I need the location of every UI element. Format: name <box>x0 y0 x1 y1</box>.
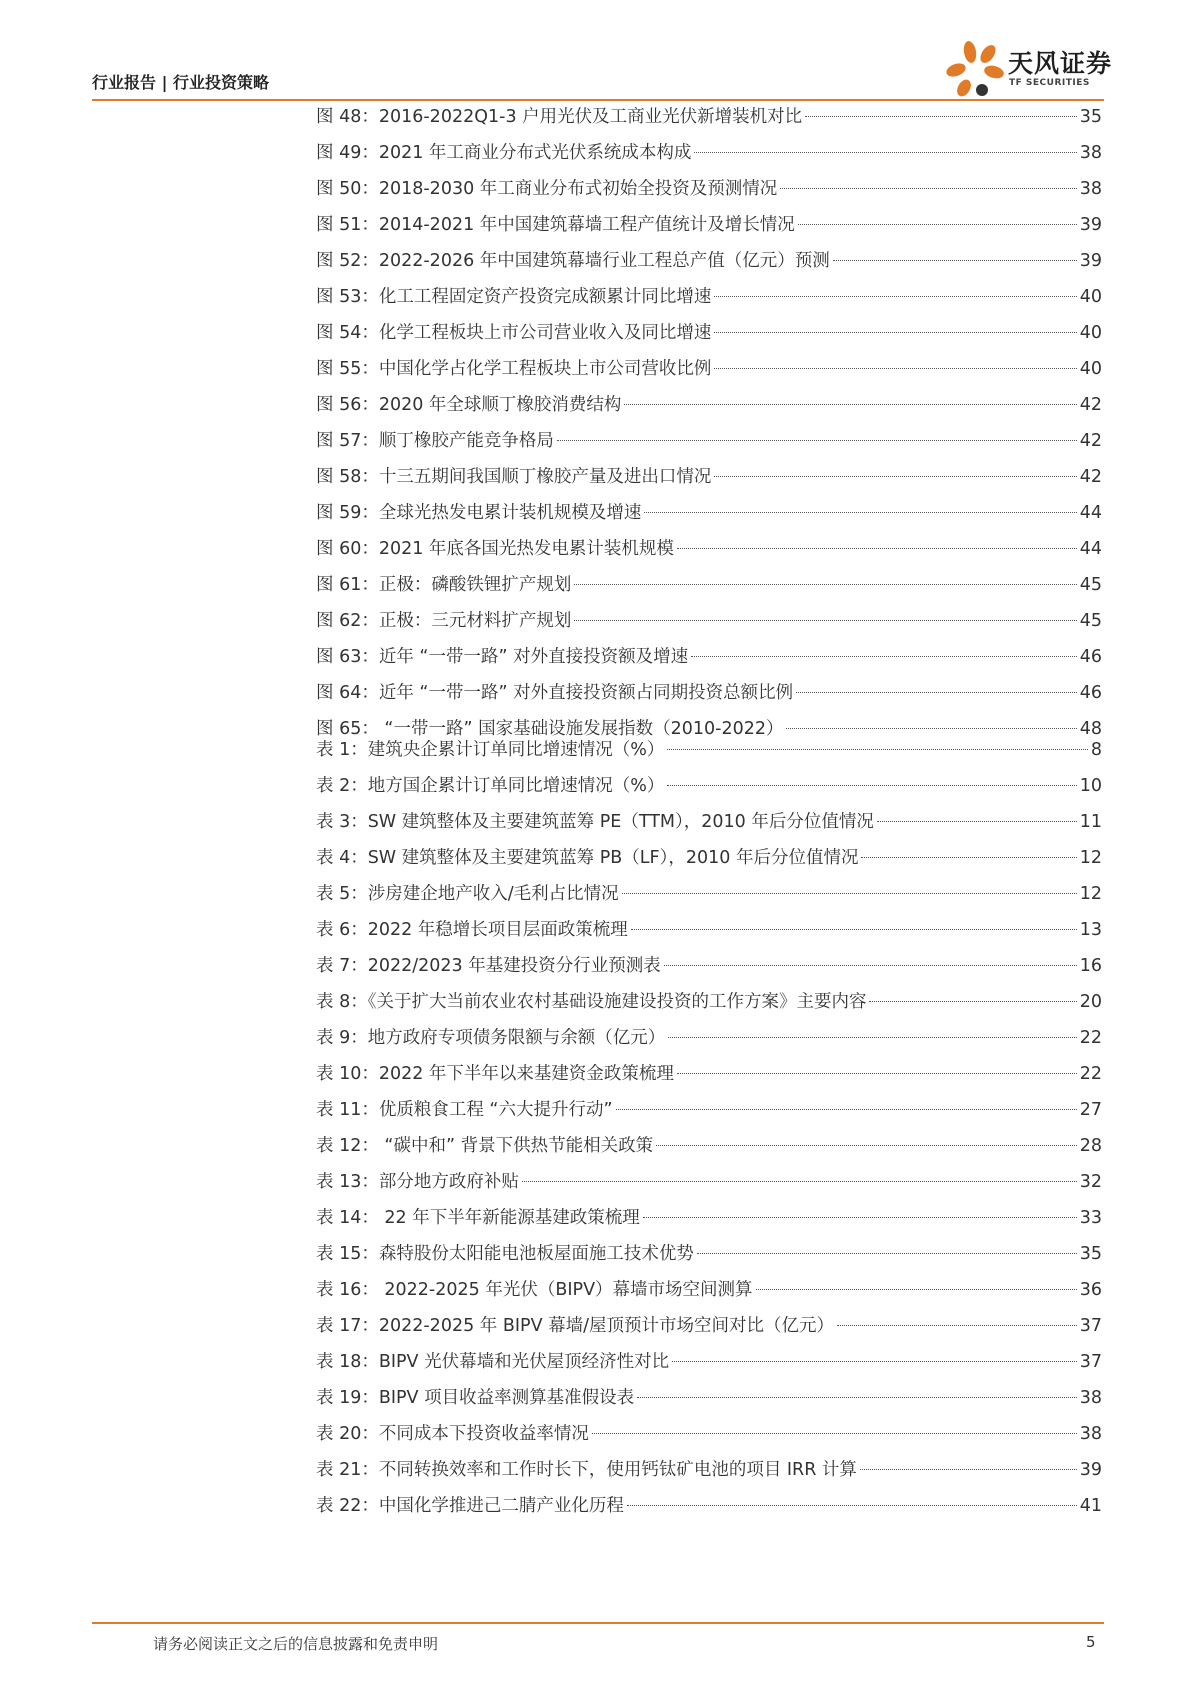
figure-toc-row[interactable] <box>316 531 1102 567</box>
table-toc-row[interactable] <box>316 1308 1102 1344</box>
dot-leader <box>672 1361 1077 1362</box>
company-logo <box>944 40 1114 98</box>
toc-entry-title: 表 1：建筑央企累计订单同比增速情况（%） <box>316 740 665 760</box>
figure-toc-row[interactable] <box>316 315 1102 351</box>
figure-toc-row[interactable] <box>316 351 1102 387</box>
dot-leader <box>714 476 1076 477</box>
toc-entry-title: 图 64：近年 “一带一路” 对外直接投资额占同期投资总额比例 <box>316 683 794 703</box>
table-toc-row[interactable] <box>316 1092 1102 1128</box>
dot-leader <box>637 1397 1077 1398</box>
toc-entry-page: 38 <box>1079 143 1102 163</box>
toc-entry-title: 图 52：2022-2026 年中国建筑幕墙行业工程总产值（亿元）预测 <box>316 251 830 271</box>
toc-entry-page: 45 <box>1079 611 1102 631</box>
toc-entry-page: 20 <box>1079 992 1102 1012</box>
dot-leader <box>643 1217 1077 1218</box>
toc-entry-title: 表 3：SW 建筑整体及主要建筑蓝筹 PE（TTM），2010 年后分位值情况 <box>316 812 874 832</box>
table-toc-row[interactable] <box>316 1056 1102 1092</box>
dot-leader <box>805 116 1077 117</box>
figure-toc-row[interactable] <box>316 675 1102 711</box>
toc-entry-title: 图 62：正极：三元材料扩产规划 <box>316 611 572 631</box>
figure-toc-row[interactable] <box>316 279 1102 315</box>
figure-toc-row[interactable] <box>316 207 1102 243</box>
toc-entry-page: 46 <box>1079 683 1102 703</box>
table-toc-row[interactable] <box>316 1272 1102 1308</box>
dot-leader <box>656 1145 1077 1146</box>
figure-toc-row[interactable] <box>316 99 1102 135</box>
toc-entry-page: 10 <box>1079 776 1102 796</box>
toc-entry-page: 37 <box>1079 1352 1102 1372</box>
toc-entry-page: 22 <box>1079 1064 1102 1084</box>
toc-entry-page: 11 <box>1079 812 1102 832</box>
figure-toc-row[interactable] <box>316 423 1102 459</box>
toc-entry-title: 图 53：化工工程固定资产投资完成额累计同比增速 <box>316 287 712 307</box>
dot-leader <box>756 1289 1077 1290</box>
table-toc-row[interactable] <box>316 1236 1102 1272</box>
toc-entry-page: 45 <box>1079 575 1102 595</box>
toc-entry-title: 表 9：地方政府专项债务限额与余额（亿元） <box>316 1028 666 1048</box>
table-toc-row[interactable] <box>316 876 1102 912</box>
dot-leader <box>877 821 1077 822</box>
dot-leader <box>627 1505 1077 1506</box>
toc-entry-page: 12 <box>1079 884 1102 904</box>
dot-leader <box>574 584 1076 585</box>
toc-entry-page: 33 <box>1079 1208 1102 1228</box>
toc-entry-title: 图 58：十三五期间我国顺丁橡胶产量及进出口情况 <box>316 467 712 487</box>
toc-entry-title: 表 19：BIPV 项目收益率测算基准假设表 <box>316 1388 635 1408</box>
table-toc-row[interactable] <box>316 732 1102 768</box>
footer-disclaimer: 请务必阅读正文之后的信息披露和免责申明 <box>153 1635 439 1653</box>
toc-entry-page: 48 <box>1079 719 1102 739</box>
toc-entry-title: 表 5：涉房建企地产收入/毛利占比情况 <box>316 884 619 904</box>
toc-entry-title: 表 22：中国化学推进己二腈产业化历程 <box>316 1496 624 1516</box>
dot-leader <box>622 893 1077 894</box>
dot-leader <box>860 1469 1077 1470</box>
toc-entry-page: 8 <box>1090 740 1102 760</box>
figure-index <box>316 99 1102 747</box>
dot-leader <box>667 785 1076 786</box>
table-toc-row[interactable] <box>316 768 1102 804</box>
dot-leader <box>624 404 1076 405</box>
dot-leader <box>869 1001 1076 1002</box>
toc-entry-page: 38 <box>1079 179 1102 199</box>
toc-entry-page: 38 <box>1079 1424 1102 1444</box>
toc-entry-page: 28 <box>1079 1136 1102 1156</box>
toc-entry-title: 图 59：全球光热发电累计装机规模及增速 <box>316 503 642 523</box>
dot-leader <box>798 224 1077 225</box>
table-toc-row[interactable] <box>316 1452 1102 1488</box>
toc-entry-page: 42 <box>1079 431 1102 451</box>
figure-toc-row[interactable] <box>316 243 1102 279</box>
toc-entry-title: 表 17：2022-2025 年 BIPV 幕墙/屋顶预计市场空间对比（亿元） <box>316 1316 834 1336</box>
dot-leader <box>557 440 1077 441</box>
toc-entry-title: 表 21：不同转换效率和工作时长下，使用钙钛矿电池的项目 IRR 计算 <box>316 1460 857 1480</box>
dot-leader <box>780 188 1076 189</box>
dot-leader <box>664 965 1077 966</box>
toc-entry-title: 图 51：2014-2021 年中国建筑幕墙工程产值统计及增长情况 <box>316 215 795 235</box>
page-number: 5 <box>1086 1633 1096 1651</box>
dot-leader <box>667 749 1088 750</box>
table-index <box>316 732 1102 1524</box>
toc-entry-title: 图 65： “一带一路” 国家基础设施发展指数（2010-2022） <box>316 719 784 739</box>
toc-entry-page: 41 <box>1079 1496 1102 1516</box>
dot-leader <box>574 620 1076 621</box>
dot-leader <box>714 368 1076 369</box>
toc-entry-title: 表 18：BIPV 光伏幕墙和光伏屋顶经济性对比 <box>316 1352 670 1372</box>
toc-entry-page: 27 <box>1079 1100 1102 1120</box>
dot-leader <box>837 1325 1077 1326</box>
toc-entry-page: 40 <box>1079 287 1102 307</box>
dot-leader <box>796 692 1077 693</box>
toc-entry-page: 38 <box>1079 1388 1102 1408</box>
table-toc-row[interactable] <box>316 984 1102 1020</box>
toc-entry-title: 表 2：地方国企累计订单同比增速情况（%） <box>316 776 665 796</box>
figure-toc-row[interactable] <box>316 171 1102 207</box>
flower-logo-icon <box>944 40 1006 98</box>
toc-entry-title: 图 60：2021 年底各国光热发电累计装机规模 <box>316 539 674 559</box>
toc-entry-page: 16 <box>1079 956 1102 976</box>
toc-entry-page: 39 <box>1079 1460 1102 1480</box>
dot-leader <box>668 1037 1077 1038</box>
figure-toc-row[interactable] <box>316 639 1102 675</box>
toc-entry-title: 图 63：近年 “一带一路” 对外直接投资额及增速 <box>316 647 689 667</box>
figure-toc-row[interactable] <box>316 567 1102 603</box>
figure-toc-row[interactable] <box>316 387 1102 423</box>
figure-toc-row[interactable] <box>316 135 1102 171</box>
dot-leader <box>677 548 1077 549</box>
toc-entry-page: 46 <box>1079 647 1102 667</box>
dot-leader <box>592 1433 1077 1434</box>
toc-entry-title: 表 7：2022/2023 年基建投资分行业预测表 <box>316 956 661 976</box>
toc-entry-title: 图 57：顺丁橡胶产能竞争格局 <box>316 431 554 451</box>
toc-entry-title: 表 12： “碳中和” 背景下供热节能相关政策 <box>316 1136 654 1156</box>
toc-entry-title: 表 6：2022 年稳增长项目层面政策梳理 <box>316 920 628 940</box>
report-breadcrumb: 行业报告 | 行业投资策略 <box>92 73 269 92</box>
toc-entry-page: 39 <box>1079 215 1102 235</box>
dot-leader <box>714 332 1076 333</box>
toc-entry-page: 40 <box>1079 323 1102 343</box>
figure-toc-row[interactable] <box>316 603 1102 639</box>
dot-leader <box>631 929 1077 930</box>
toc-entry-title: 表 20：不同成本下投资收益率情况 <box>316 1424 589 1444</box>
table-toc-row[interactable] <box>316 912 1102 948</box>
toc-entry-page: 42 <box>1079 467 1102 487</box>
table-toc-row[interactable] <box>316 804 1102 840</box>
toc-entry-title: 图 61：正极：磷酸铁锂扩产规划 <box>316 575 572 595</box>
table-toc-row[interactable] <box>316 840 1102 876</box>
table-toc-row[interactable] <box>316 948 1102 984</box>
dot-leader <box>691 656 1077 657</box>
toc-entry-title: 表 14： 22 年下半年新能源基建政策梳理 <box>316 1208 640 1228</box>
dot-leader <box>694 152 1076 153</box>
toc-entry-page: 39 <box>1079 251 1102 271</box>
toc-entry-page: 35 <box>1079 107 1102 127</box>
dot-leader <box>786 728 1076 729</box>
toc-entry-page: 32 <box>1079 1172 1102 1192</box>
dot-leader <box>677 1073 1077 1074</box>
toc-entry-page: 40 <box>1079 359 1102 379</box>
toc-entry-title: 表 16： 2022-2025 年光伏（BIPV）幕墙市场空间测算 <box>316 1280 753 1300</box>
toc-entry-page: 35 <box>1079 1244 1102 1264</box>
toc-entry-page: 13 <box>1079 920 1102 940</box>
toc-entry-title: 表 15：森特股份太阳能电池板屋面施工技术优势 <box>316 1244 694 1264</box>
dot-leader <box>833 260 1077 261</box>
toc-entry-page: 22 <box>1079 1028 1102 1048</box>
figure-toc-row[interactable] <box>316 495 1102 531</box>
dot-leader <box>522 1181 1077 1182</box>
dot-leader <box>714 296 1076 297</box>
toc-entry-title: 图 56：2020 年全球顺丁橡胶消费结构 <box>316 395 622 415</box>
footer-divider <box>92 1622 1104 1624</box>
dot-leader <box>697 1253 1077 1254</box>
table-toc-row[interactable] <box>316 1416 1102 1452</box>
toc-entry-title: 图 49：2021 年工商业分布式光伏系统成本构成 <box>316 143 692 163</box>
dot-leader <box>616 1109 1077 1110</box>
toc-entry-title: 图 55：中国化学占化学工程板块上市公司营收比例 <box>316 359 712 379</box>
toc-entry-page: 12 <box>1079 848 1102 868</box>
table-toc-row[interactable] <box>316 1128 1102 1164</box>
table-toc-row[interactable] <box>316 1344 1102 1380</box>
figure-toc-row[interactable] <box>316 459 1102 495</box>
toc-entry-title: 图 48：2016-2022Q1-3 户用光伏及工商业光伏新增装机对比 <box>316 107 803 127</box>
table-toc-row[interactable] <box>316 1200 1102 1236</box>
toc-entry-page: 44 <box>1079 539 1102 559</box>
toc-entry-title: 表 11：优质粮食工程 “六大提升行动” <box>316 1100 613 1120</box>
toc-entry-title: 图 50：2018-2030 年工商业分布式初始全投资及预测情况 <box>316 179 778 199</box>
dot-leader <box>644 512 1076 513</box>
logo-subtitle: TF SECURITIES <box>1009 78 1090 88</box>
toc-entry-page: 37 <box>1079 1316 1102 1336</box>
toc-entry-page: 36 <box>1079 1280 1102 1300</box>
toc-entry-page: 44 <box>1079 503 1102 523</box>
toc-entry-title: 表 13：部分地方政府补贴 <box>316 1172 519 1192</box>
toc-entry-title: 表 8：《关于扩大当前农业农村基础设施建设投资的工作方案》主要内容 <box>316 992 867 1012</box>
toc-entry-page: 42 <box>1079 395 1102 415</box>
table-toc-row[interactable] <box>316 1020 1102 1056</box>
toc-entry-title: 表 10：2022 年下半年以来基建资金政策梳理 <box>316 1064 674 1084</box>
table-toc-row[interactable] <box>316 1488 1102 1524</box>
table-toc-row[interactable] <box>316 1380 1102 1416</box>
toc-entry-title: 图 54：化学工程板块上市公司营业收入及同比增速 <box>316 323 712 343</box>
logo-name: 天风证券 <box>1008 49 1113 78</box>
dot-leader <box>861 857 1076 858</box>
toc-entry-title: 表 4：SW 建筑整体及主要建筑蓝筹 PB（LF），2010 年后分位值情况 <box>316 848 859 868</box>
table-toc-row[interactable] <box>316 1164 1102 1200</box>
